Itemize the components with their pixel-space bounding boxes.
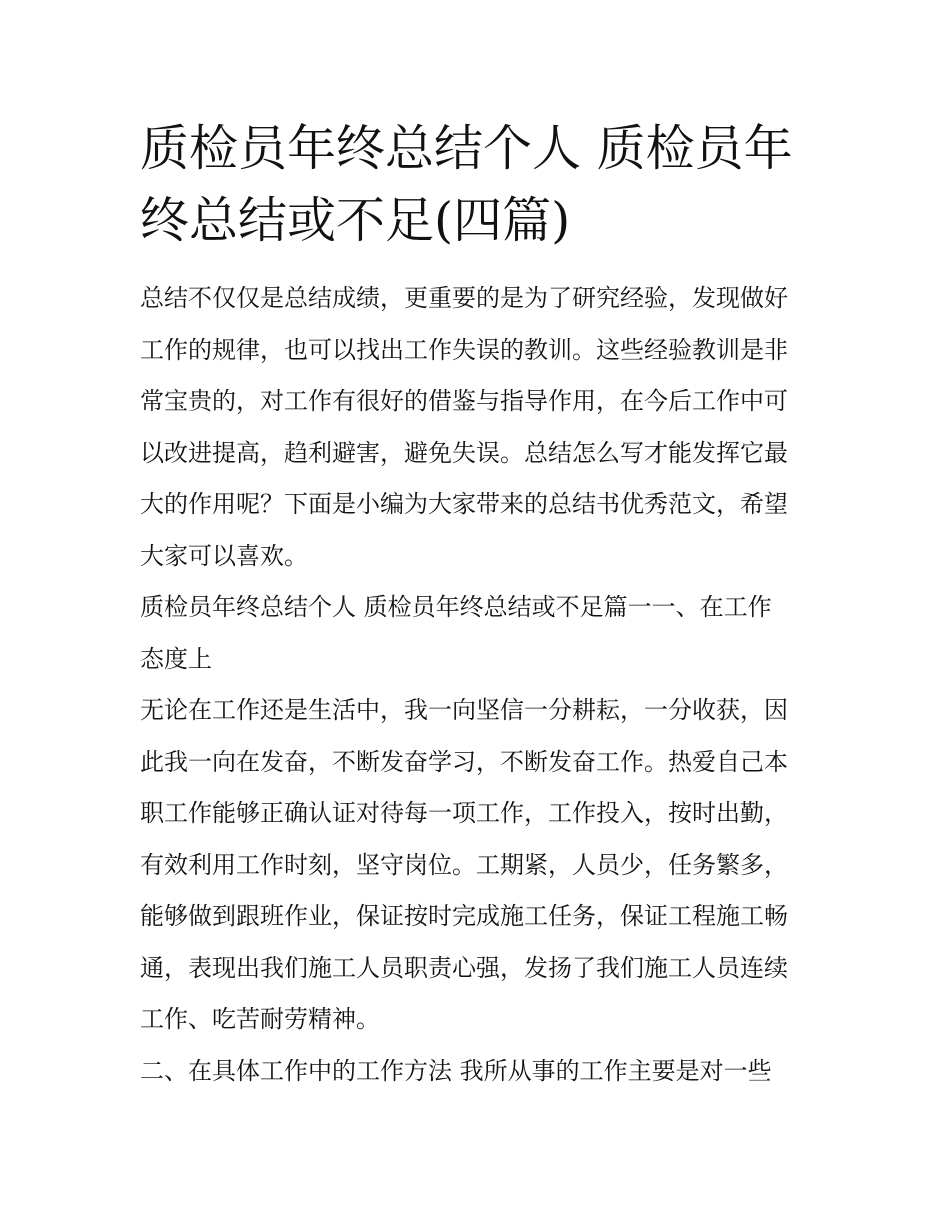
text-line: 工作、吃苦耐劳精神。 [140, 1005, 380, 1033]
text-line: 能够做到跟班作业，保证按时完成施工任务，保证工程施工畅 [140, 902, 788, 930]
body-paragraph [140, 685, 820, 1046]
document-body [140, 273, 820, 1097]
text-line: 总结不仅仅是总结成绩，更重要的是为了研究经验，发现做好 [140, 284, 788, 312]
text-line: 二、在具体工作中的工作方法 我所从事的工作主要是对一些 [140, 1056, 772, 1085]
body-paragraph [140, 1046, 820, 1098]
text-line: 职工作能够正确认证对待每一项工作，工作投入，按时出勤， [140, 799, 788, 827]
text-line: 大家可以喜欢。 [140, 541, 308, 570]
text-line: 此我一向在发奋，不断发奋学习，不断发奋工作。热爱自己本 [140, 747, 788, 776]
text-line: 以改进提高，趋利避害，避免失误。总结怎么写才能发挥它最 [140, 438, 788, 467]
title-line: 质检员年终总结个人 质检员年 [140, 120, 793, 177]
title-line: 终总结或不足(四篇) [140, 192, 571, 249]
section-heading-paragraph [140, 582, 820, 685]
text-line: 大的作用呢？下面是小编为大家带来的总结书优秀范文，希望 [140, 490, 788, 518]
text-line: 工作的规律，也可以找出工作失误的教训。这些经验教训是非 [140, 335, 788, 364]
intro-paragraph [140, 273, 820, 582]
document-content [140, 113, 820, 1097]
text-line: 常宝贵的，对工作有很好的借鉴与指导作用，在今后工作中可 [140, 387, 788, 415]
text-line: 态度上 [140, 644, 212, 673]
text-line: 无论在工作还是生活中，我一向坚信一分耕耘，一分收获，因 [140, 696, 788, 724]
text-line: 质检员年终总结个人 质检员年终总结或不足篇一一、在工作 [140, 593, 772, 621]
text-line: 通，表现出我们施工人员职责心强，发扬了我们施工人员连续 [140, 953, 788, 982]
text-line: 有效利用工作时刻，坚守岗位。工期紧，人员少，任务繁多， [140, 850, 788, 879]
document-title [140, 113, 820, 257]
